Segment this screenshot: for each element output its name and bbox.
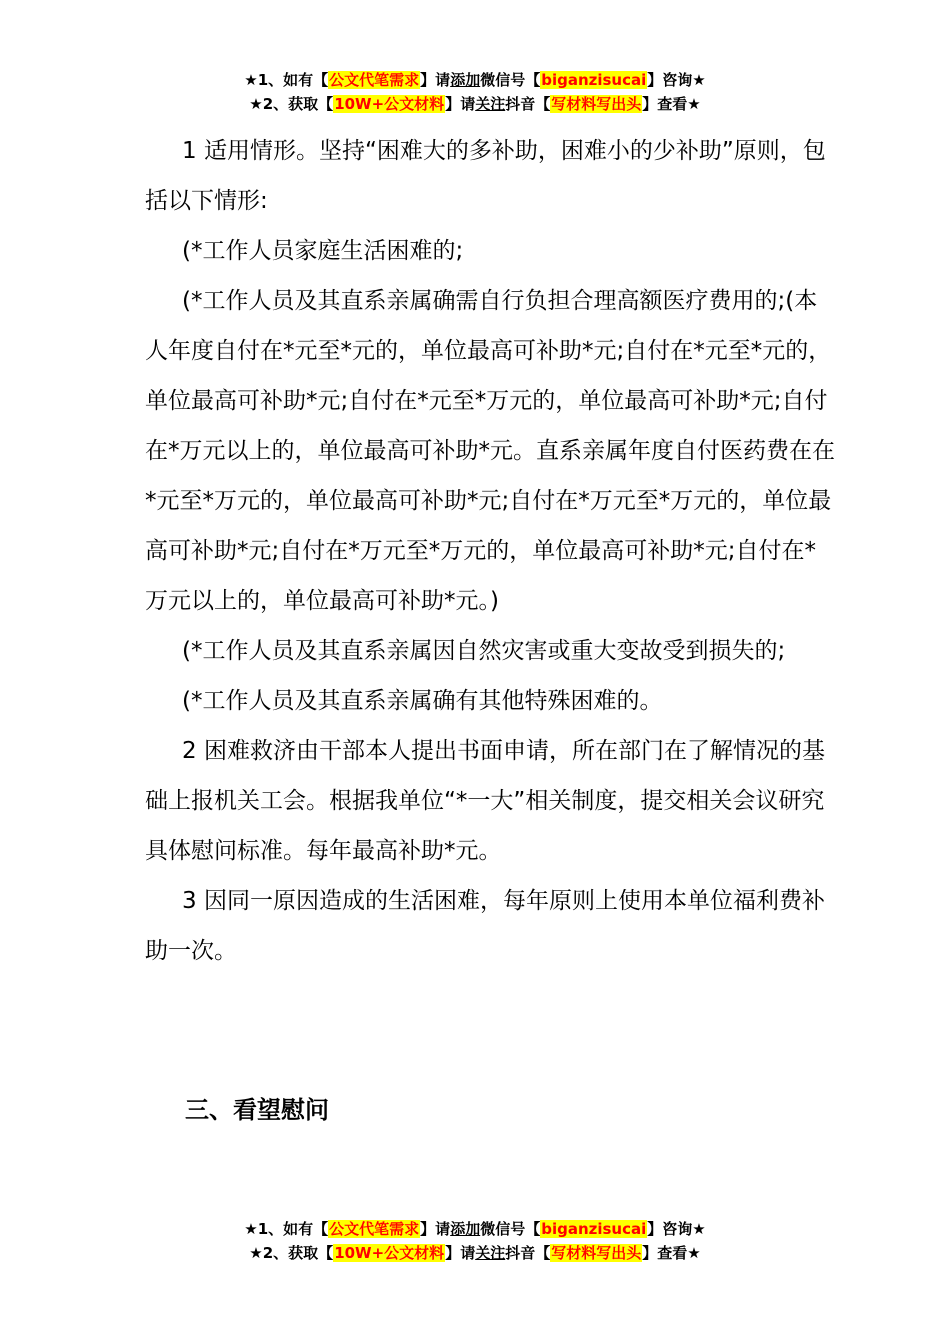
banner-line-1: ★1、如有【公文代笔需求】请添加微信号【biganzisucai】咨询★ xyxy=(244,71,706,89)
star-icon: ★ xyxy=(244,1220,258,1238)
banner-line-2: ★2、获取【10W+公文材料】请关注抖音【写材料写出头】查看★ xyxy=(249,95,701,113)
section-heading: 三、看望慰问 xyxy=(185,1096,329,1124)
highlight-materials: 10W+公文材料 xyxy=(334,95,445,113)
bottom-banner xyxy=(0,1217,950,1265)
banner-line-2: ★2、获取【10W+公文材料】请关注抖音【写材料写出头】查看★ xyxy=(249,1244,701,1262)
paragraph: (*工作人员及其直系亲属因自然灾害或重大变故受到损失的; xyxy=(182,638,786,664)
document-body xyxy=(145,126,835,976)
highlight-wechat-id: biganzisucai xyxy=(541,71,647,89)
top-banner xyxy=(0,68,950,116)
banner-line-1: ★1、如有【公文代笔需求】请添加微信号【biganzisucai】咨询★ xyxy=(244,1220,706,1238)
paragraph: (*工作人员及其直系亲属确有其他特殊困难的。 xyxy=(182,688,663,714)
highlight-douyin: 写材料写出头 xyxy=(551,95,642,113)
paragraph: 3 因同一原因造成的生活困难，每年原则上使用本单位福利费补助一次。 xyxy=(145,888,825,964)
star-icon: ★ xyxy=(249,95,263,113)
highlight-service: 公文代笔需求 xyxy=(329,1220,420,1238)
star-icon: ★ xyxy=(249,1244,263,1262)
paragraph: 1 适用情形。坚持“困难大的多补助，困难小的少补助”原则，包括以下情形: xyxy=(145,138,826,214)
highlight-service: 公文代笔需求 xyxy=(329,71,420,89)
paragraph: (*工作人员家庭生活困难的; xyxy=(182,238,464,264)
highlight-wechat-id: biganzisucai xyxy=(541,1220,647,1238)
paragraph: 2 困难救济由干部本人提出书面申请，所在部门在了解情况的基础上报机关工会。根据我单位“*一大”相关制度，提交相关会议研究具体慰问标准。每年最高补助*元。 xyxy=(145,738,825,864)
highlight-materials: 10W+公文材料 xyxy=(334,1244,445,1262)
paragraph: (*工作人员及其直系亲属确需自行负担合理高额医疗费用的;(本人年度自付在*元至*元的，单位最高可补助*元;自付在*元至*元的，单位最高可补助*元;自付在*元至*万元的，单位最高可补助*元;自付在*万元以上的，单位最高可补助*元。直系亲属年度自付医药费在在*元至*万元的，单位最高可补助*元;自付在*万元至*万元的，单位最高可补助*元;自付在*万元至*万元的，单位最高可补助*元;自付在*万元以上的，单位最高可补助*元。) xyxy=(145,288,835,614)
highlight-douyin: 写材料写出头 xyxy=(551,1244,642,1262)
star-icon: ★ xyxy=(244,71,258,89)
